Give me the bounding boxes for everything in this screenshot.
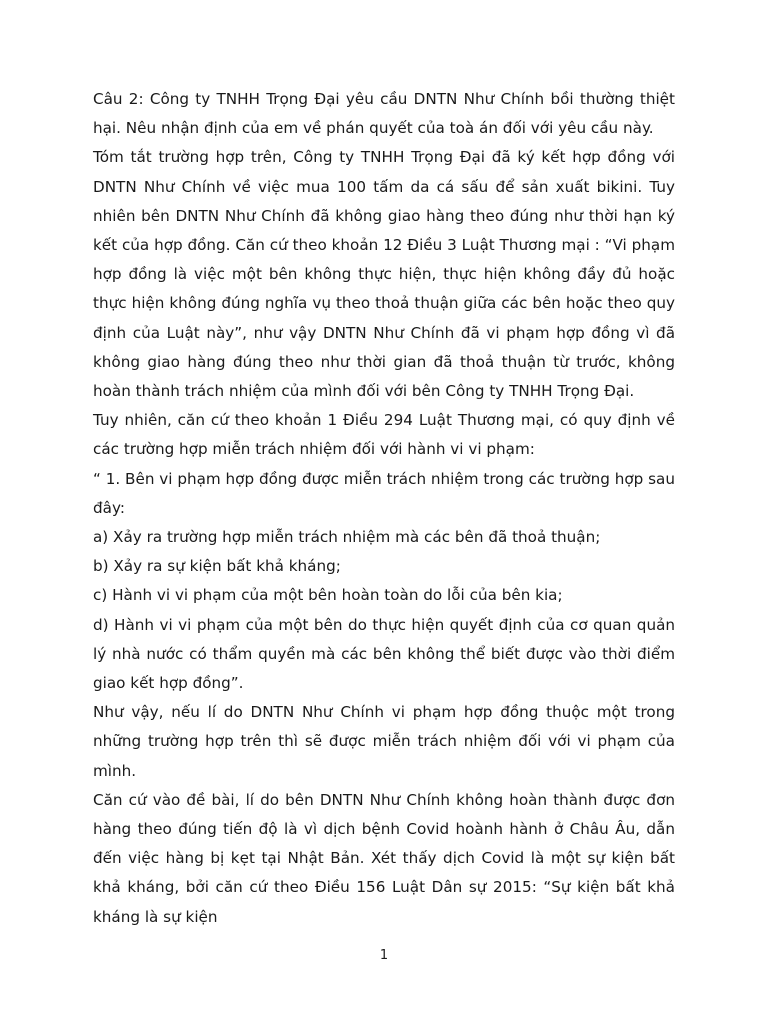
quote-clause-1: “ 1. Bên vi phạm hợp đồng được miễn trách nhiệm trong các trường hợp sau đây: xyxy=(93,469,675,517)
conclusion-paragraph: Như vậy, nếu lí do DNTN Như Chính vi phạm hợp đồng thuộc một trong những trường hợp trên thì sẽ được miễn trách nhiệm đối với vi phạm của mình. xyxy=(93,703,675,780)
document-body xyxy=(93,85,675,932)
analysis-paragraph: Căn cứ vào đề bài, lí do bên DNTN Như Chính không hoàn thành được đơn hàng theo đúng tiến độ là vì dịch bệnh Covid hoành hành ở Châu Âu, dẫn đến việc hàng bị kẹt tại Nhật Bản. Xét thấy dịch Covid là một sự kiện bất khả kháng, bởi căn cứ theo Điều 156 Luật Dân sự 2015: “Sự kiện bất khả kháng là sự kiện xyxy=(93,790,675,926)
list-item-c: c) Hành vi vi phạm của một bên hoàn toàn do lỗi của bên kia; xyxy=(93,586,563,605)
list-item-b: b) Xảy ra sự kiện bất khả kháng; xyxy=(93,557,341,576)
list-item-d: d) Hành vi vi phạm của một bên do thực hiện quyết định của cơ quan quản lý nhà nước có thẩm quyền mà các bên không thể biết được vào thời điểm giao kết hợp đồng”. xyxy=(93,615,675,693)
list-item-a: a) Xảy ra trường hợp miễn trách nhiệm mà các bên đã thoả thuận; xyxy=(93,528,601,547)
exemption-intro-paragraph: Tuy nhiên, căn cứ theo khoản 1 Điều 294 Luật Thương mại, có quy định về các trường hợp miễn trách nhiệm đối với hành vi vi phạm: xyxy=(93,411,675,459)
question-paragraph: Câu 2: Công ty TNHH Trọng Đại yêu cầu DNTN Như Chính bồi thường thiệt hại. Nêu nhận định của em về phán quyết của toà án đối với yêu cầu này. xyxy=(93,90,675,138)
page-number: 1 xyxy=(379,948,389,963)
summary-paragraph: Tóm tắt trường hợp trên, Công ty TNHH Trọng Đại đã ký kết hợp đồng với DNTN Như Chính về việc mua 100 tấm da cá sấu để sản xuất bikini. Tuy nhiên bên DNTN Như Chính đã không giao hàng theo đúng như thời hạn ký kết của hợp đồng. Căn cứ theo khoản 12 Điều 3 Luật Thương mại : “Vi phạm hợp đồng là việc một bên không thực hiện, thực hiện không đầy đủ hoặc thực hiện không đúng nghĩa vụ theo thoả thuận giữa các bên hoặc theo quy định của Luật này”, như vậy DNTN Như Chính đã vi phạm hợp đồng vì đã không giao hàng đúng theo như thời gian đã thoả thuận từ trước, không hoàn thành trách nhiệm của mình đối với bên Công ty TNHH Trọng Đại. xyxy=(93,148,675,401)
